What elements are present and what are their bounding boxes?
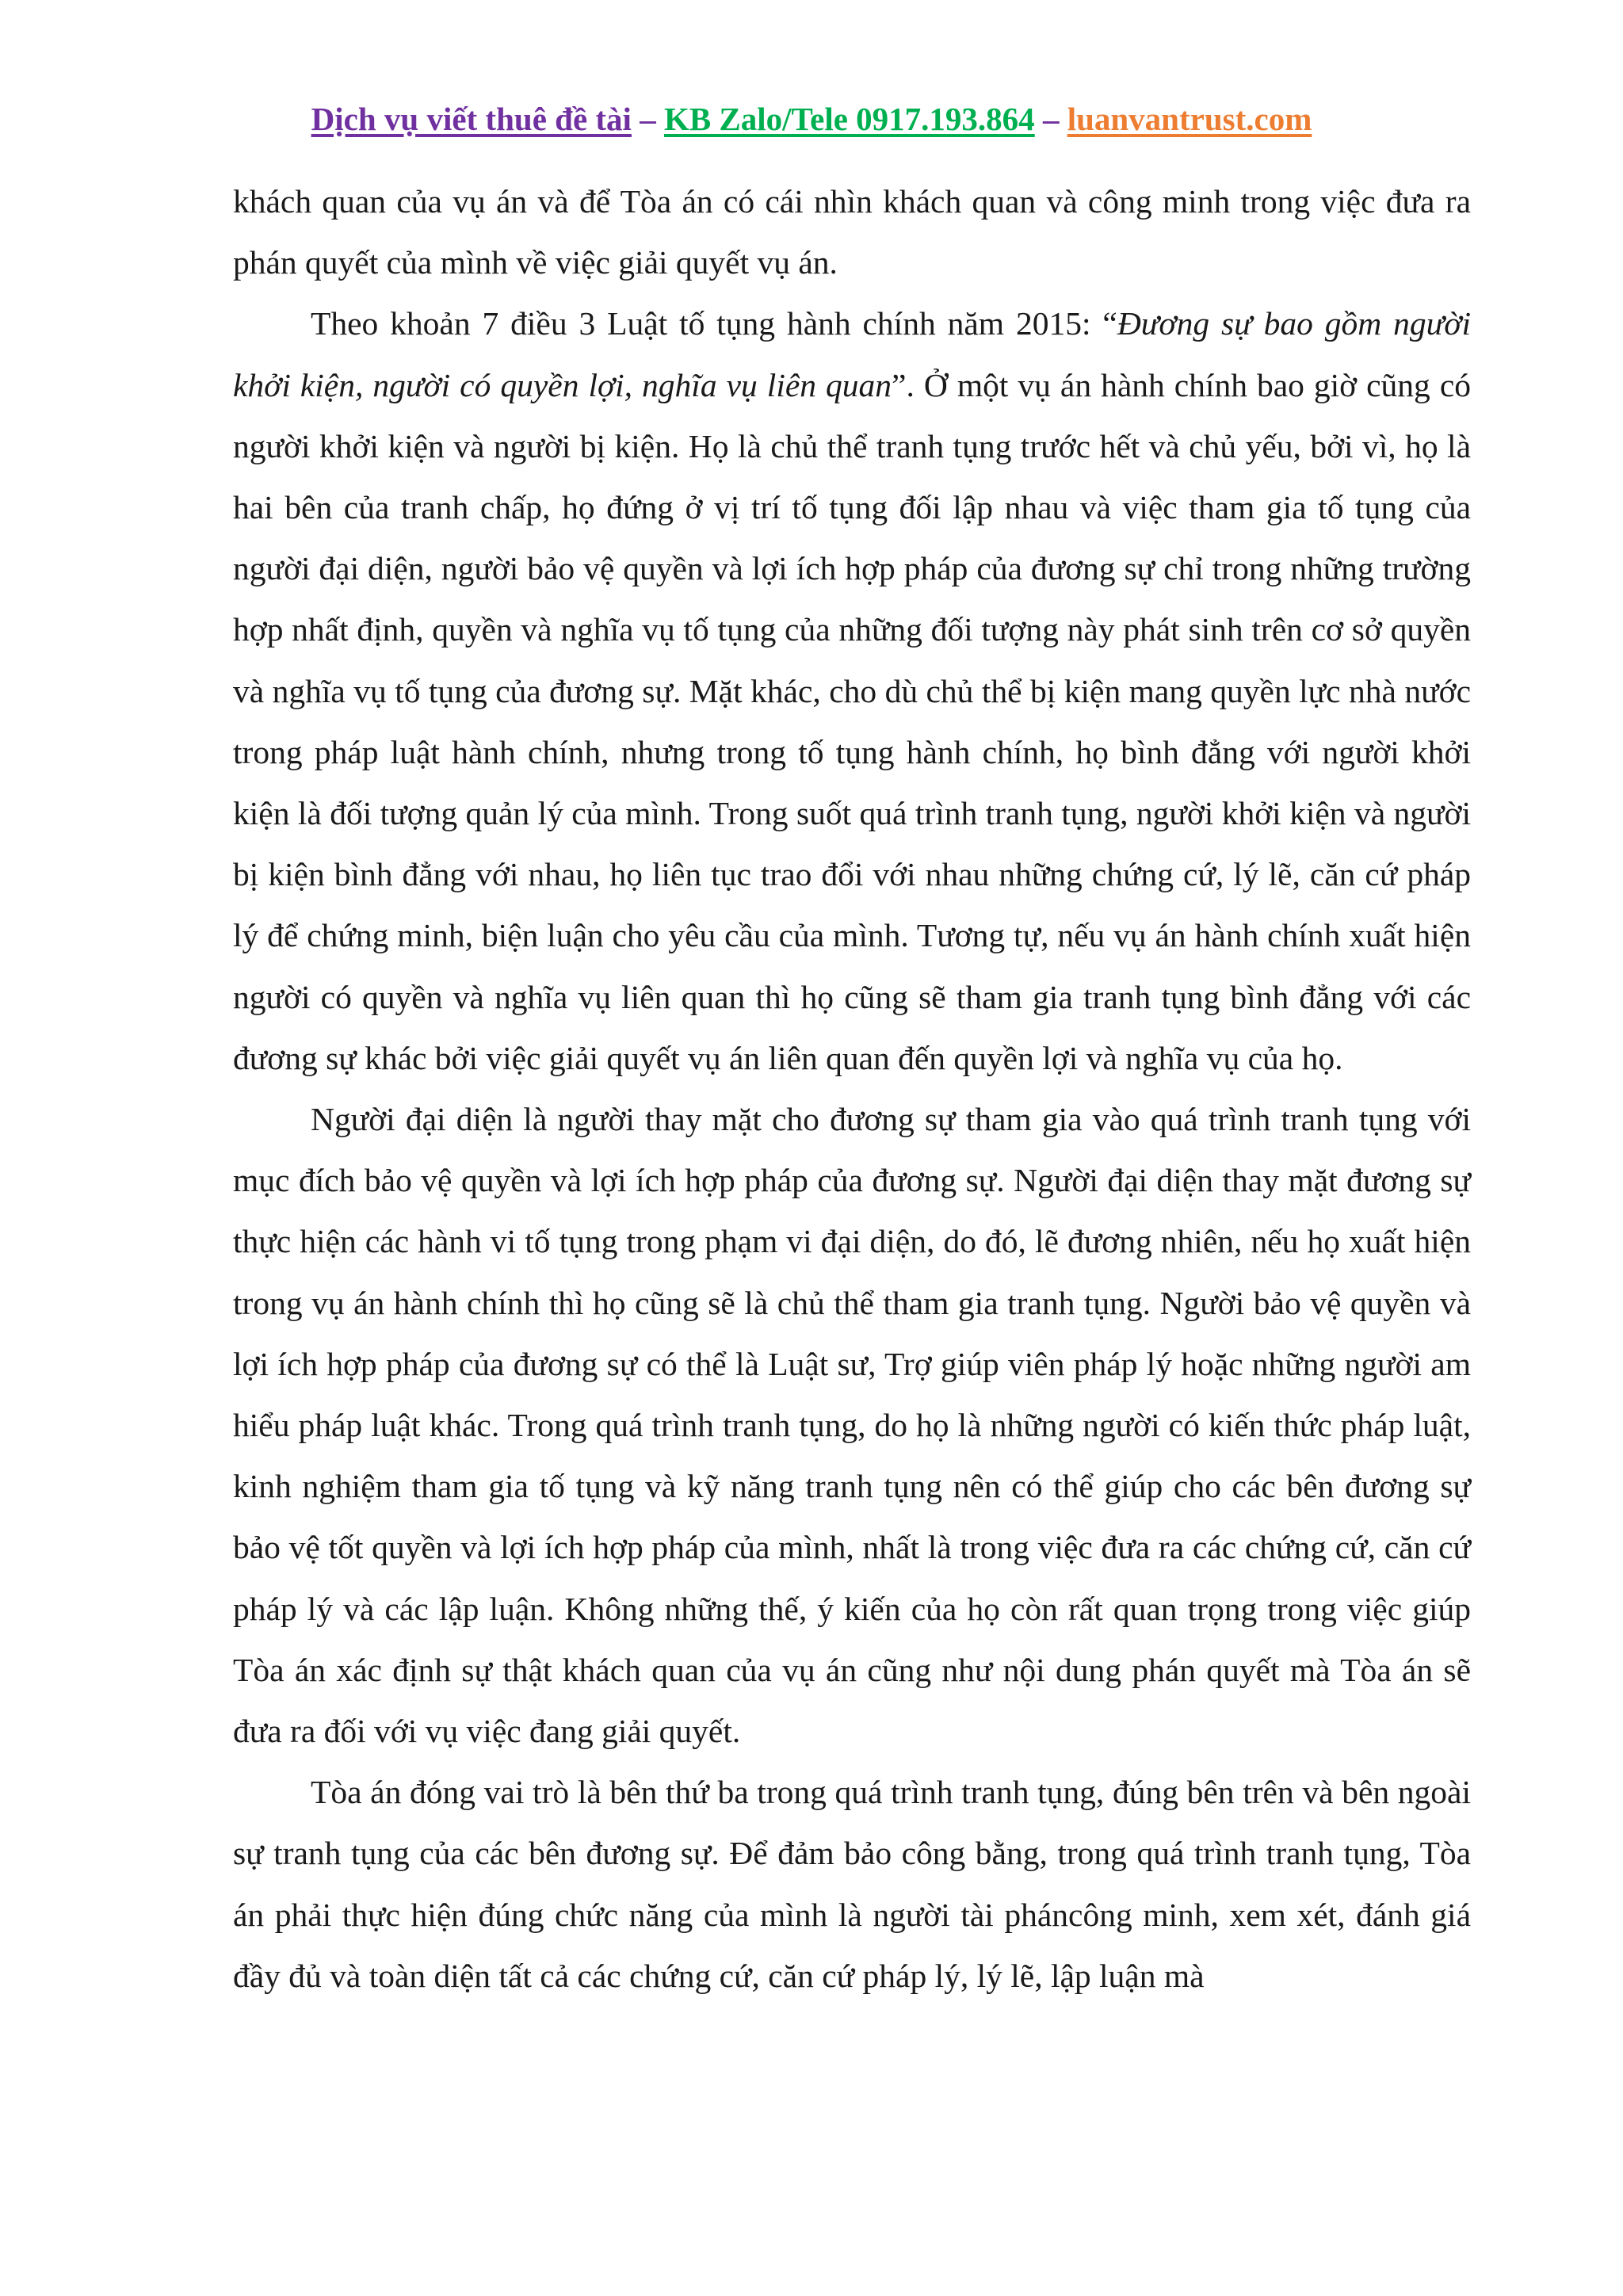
paragraph-parties [233, 293, 1471, 1089]
header-service-link[interactable]: Dịch vụ viết thuê đề tài [311, 101, 632, 137]
paragraph-text: ”. Ở một vụ án hành chính bao giờ cũng có người khởi kiện và người bị kiện. Họ là chủ thể tranh tụng trước hết và chủ yếu, bởi vì, họ là hai bên của tranh chấp, họ đứng ở vị trí tố tụng đối lập nhau và việc tham gia tố tụng của người đại diện, người bảo vệ quyền và lợi ích hợp pháp của đương sự chỉ trong những trường hợp nhất định, quyền và nghĩa vụ tố tụng của những đối tượng này phát sinh trên cơ sở quyền và nghĩa vụ tố tụng của đương sự. Mặt khác, cho dù chủ thể bị kiện mang quyền lực nhà nước trong pháp luật hành chính, nhưng trong tố tụng hành chính, họ bình đẳng với người khởi kiện là đối tượng quản lý của mình. Trong suốt quá trình tranh tụng, người khởi kiện và người bị kiện bình đẳng với nhau, họ liên tục trao đổi với nhau những chứng cứ, lý lẽ, căn cứ pháp lý để chứng minh, biện luận cho yêu cầu của mình. Tương tự, nếu vụ án hành chính xuất hiện người có quyền và nghĩa vụ liên quan thì họ cũng sẽ tham gia tranh tụng bình đẳng với các đương sự khác bởi việc giải quyết vụ án liên quan đến quyền lợi và nghĩa vụ của họ. [233, 366, 1471, 1076]
document-body [233, 171, 1471, 2007]
paragraph-continuation: khách quan của vụ án và để Tòa án có cái nhìn khách quan và công minh trong việc đưa ra phán quyết của mình về việc giải quyết vụ án. [233, 183, 1471, 281]
header-website-link[interactable]: luanvantrust.com [1067, 101, 1312, 137]
paragraph-text: Theo khoản 7 điều 3 Luật tố tụng hành chính năm 2015: “ [311, 305, 1117, 342]
page-header [0, 95, 1623, 143]
paragraph-court: Tòa án đóng vai trò là bên thứ ba trong quá trình tranh tụng, đúng bên trên và bên ngoài sự tranh tụng của các bên đương sự. Để đảm bảo công bằng, trong quá trình tranh tụng, Tòa án phải thực hiện đúng chức năng của mình là người tài pháncông minh, xem xét, đánh giá đầy đủ và toàn diện tất cả các chứng cứ, căn cứ pháp lý, lý lẽ, lập luận mà [233, 1774, 1471, 1994]
header-separator: – [1034, 101, 1067, 137]
legal-quote: Đương sự bao gồm người khởi kiện, người có quyền lợi, nghĩa vụ liên quan [233, 305, 1471, 403]
header-contact-link[interactable]: KB Zalo/Tele 0917.193.864 [663, 101, 1035, 137]
paragraph-representative: Người đại diện là người thay mặt cho đương sự tham gia vào quá trình tranh tụng với mục đích bảo vệ quyền và lợi ích hợp pháp của đương sự. Người đại diện thay mặt đương sự thực hiện các hành vi tố tụng trong phạm vi đại diện, do đó, lẽ đương nhiên, nếu họ xuất hiện trong vụ án hành chính thì họ cũng sẽ là chủ thể tham gia tranh tụng. Người bảo vệ quyền và lợi ích hợp pháp của đương sự có thể là Luật sư, Trợ giúp viên pháp lý hoặc những người am hiểu pháp luật khác. Trong quá trình tranh tụng, do họ là những người có kiến thức pháp luật, kinh nghiệm tham gia tố tụng và kỹ năng tranh tụng nên có thể giúp cho các bên đương sự bảo vệ tốt quyền và lợi ích hợp pháp của mình, nhất là trong việc đưa ra các chứng cứ, căn cứ pháp lý và các lập luận. Không những thế, ý kiến của họ còn rất quan trọng trong việc giúp Tòa án xác định sự thật khách quan của vụ án cũng như nội dung phán quyết mà Tòa án sẽ đưa ra đối với vụ việc đang giải quyết. [233, 1101, 1471, 1750]
header-separator: – [631, 101, 664, 137]
